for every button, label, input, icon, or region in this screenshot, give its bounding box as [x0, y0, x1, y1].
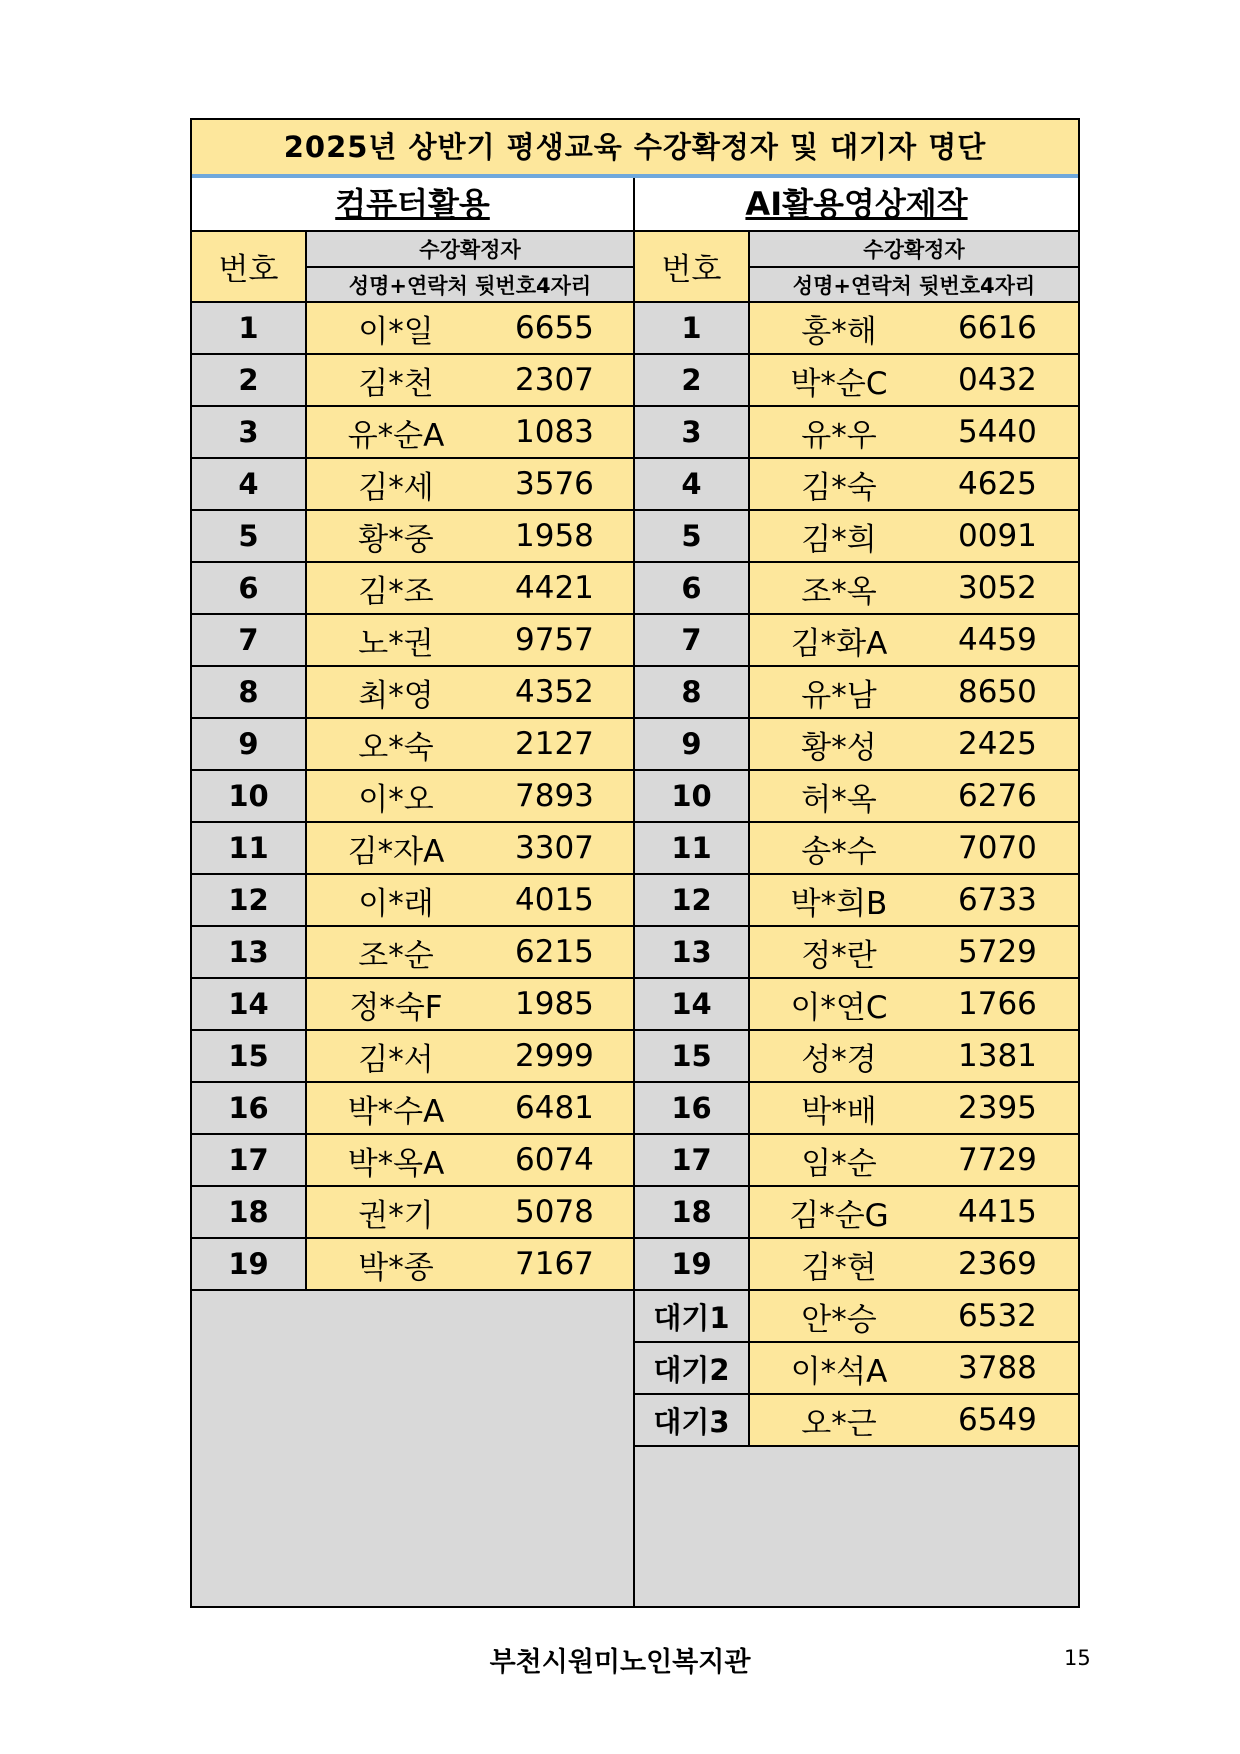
phone-last4: 0432 [958, 362, 1037, 398]
phone-last4: 2127 [515, 726, 594, 762]
row-entry [749, 1238, 1078, 1290]
table-row [192, 718, 633, 770]
row-entry [306, 354, 633, 406]
row-entry [306, 302, 633, 354]
row-number: 4 [192, 458, 306, 510]
table-row [192, 874, 633, 926]
phone-last4: 1985 [515, 986, 594, 1022]
header-subtitle: 성명+연락처 뒷번호4자리 [306, 267, 633, 302]
row-entry [306, 406, 633, 458]
table-row [192, 614, 633, 666]
student-name: 황*성 [801, 729, 877, 766]
row-entry [306, 874, 633, 926]
row-entry [749, 822, 1078, 874]
row-entry [749, 926, 1078, 978]
row-entry [749, 458, 1078, 510]
row-number: 12 [192, 874, 306, 926]
row-entry [749, 614, 1078, 666]
phone-last4: 6655 [515, 310, 594, 346]
table-row [192, 510, 633, 562]
organization-name: 부천시원미노인복지관 [489, 1647, 751, 1678]
table-row [192, 1134, 633, 1186]
student-name: 임*순 [801, 1145, 877, 1182]
roster-table [635, 232, 1078, 1606]
phone-last4: 4625 [958, 466, 1037, 502]
table-row [635, 1238, 1078, 1290]
student-name: 유*우 [801, 417, 877, 454]
table-row [192, 354, 633, 406]
document-title: 2025년 상반기 평생교육 수강확정자 및 대기자 명단 [192, 120, 1078, 178]
row-entry [749, 770, 1078, 822]
table-row [192, 562, 633, 614]
empty-area [635, 1446, 1078, 1606]
row-number: 18 [192, 1186, 306, 1238]
student-name: 김*세 [358, 469, 434, 506]
student-name: 오*근 [801, 1405, 877, 1442]
roster-sheet [190, 118, 1080, 1608]
student-name: 조*옥 [801, 573, 877, 610]
phone-last4: 6215 [515, 934, 594, 970]
row-entry [306, 1238, 633, 1290]
phone-last4: 5440 [958, 414, 1037, 450]
student-name: 김*화A [790, 625, 888, 662]
row-entry [749, 302, 1078, 354]
table-row [635, 1394, 1078, 1446]
student-name: 이*일 [358, 313, 434, 350]
phone-last4: 2999 [515, 1038, 594, 1074]
header-number: 번호 [192, 232, 306, 302]
phone-last4: 5078 [515, 1194, 594, 1230]
row-number: 16 [635, 1082, 749, 1134]
student-name: 김*천 [358, 365, 434, 402]
phone-last4: 9757 [515, 622, 594, 658]
student-name: 박*수A [347, 1093, 445, 1130]
row-number: 13 [192, 926, 306, 978]
student-name: 정*란 [801, 937, 877, 974]
page-number: 15 [1064, 1646, 1091, 1670]
phone-last4: 4459 [958, 622, 1037, 658]
student-name: 오*숙 [358, 729, 434, 766]
phone-last4: 4015 [515, 882, 594, 918]
row-number: 17 [635, 1134, 749, 1186]
phone-last4: 7167 [515, 1246, 594, 1282]
row-number: 2 [635, 354, 749, 406]
roster-table [192, 232, 633, 1606]
student-name: 허*옥 [801, 781, 877, 818]
phone-last4: 5729 [958, 934, 1037, 970]
row-number: 17 [192, 1134, 306, 1186]
student-name: 김*자A [347, 833, 445, 870]
row-number: 6 [192, 562, 306, 614]
row-number: 1 [635, 302, 749, 354]
student-name: 박*희B [790, 885, 888, 922]
table-row [192, 1082, 633, 1134]
row-entry [306, 978, 633, 1030]
student-name: 이*오 [358, 781, 434, 818]
student-name: 유*남 [801, 677, 877, 714]
row-number: 대기1 [635, 1290, 749, 1342]
row-entry [749, 978, 1078, 1030]
row-entry [306, 614, 633, 666]
row-entry [306, 718, 633, 770]
table-row [192, 1238, 633, 1290]
student-name: 성*경 [801, 1041, 877, 1078]
student-name: 이*래 [358, 885, 434, 922]
row-number: 대기2 [635, 1342, 749, 1394]
student-name: 김*조 [358, 573, 434, 610]
student-name: 박*종 [358, 1249, 434, 1286]
student-name: 김*숙 [801, 469, 877, 506]
table-row [635, 1342, 1078, 1394]
empty-area [192, 1290, 633, 1606]
table-row [192, 666, 633, 718]
table-row [635, 1030, 1078, 1082]
phone-last4: 1083 [515, 414, 594, 450]
row-number: 3 [635, 406, 749, 458]
row-number: 19 [192, 1238, 306, 1290]
row-entry [749, 718, 1078, 770]
row-entry [306, 1186, 633, 1238]
header-confirmed: 수강확정자 [749, 232, 1078, 267]
row-number: 13 [635, 926, 749, 978]
table-row [192, 770, 633, 822]
row-entry [749, 1186, 1078, 1238]
header-confirmed: 수강확정자 [306, 232, 633, 267]
student-name: 최*영 [358, 677, 434, 714]
row-number: 1 [192, 302, 306, 354]
row-entry [306, 666, 633, 718]
row-number: 4 [635, 458, 749, 510]
phone-last4: 6074 [515, 1142, 594, 1178]
row-number: 8 [635, 666, 749, 718]
phone-last4: 6276 [958, 778, 1037, 814]
student-name: 박*순C [790, 365, 888, 402]
phone-last4: 0091 [958, 518, 1037, 554]
row-number: 9 [192, 718, 306, 770]
row-entry [749, 510, 1078, 562]
row-entry [749, 1134, 1078, 1186]
phone-last4: 7070 [958, 830, 1037, 866]
table-row [635, 718, 1078, 770]
row-number: 19 [635, 1238, 749, 1290]
course-title: AI활용영상제작 [635, 178, 1078, 232]
phone-last4: 1958 [515, 518, 594, 554]
row-number: 15 [635, 1030, 749, 1082]
phone-last4: 6616 [958, 310, 1037, 346]
student-name: 홍*해 [801, 313, 877, 350]
table-row [192, 926, 633, 978]
row-number: 2 [192, 354, 306, 406]
table-row [635, 770, 1078, 822]
row-number: 8 [192, 666, 306, 718]
phone-last4: 8650 [958, 674, 1037, 710]
phone-last4: 3788 [958, 1350, 1037, 1386]
student-name: 유*순A [347, 417, 445, 454]
row-entry [749, 666, 1078, 718]
row-number: 16 [192, 1082, 306, 1134]
empty-area-row [635, 1446, 1078, 1606]
row-number: 9 [635, 718, 749, 770]
row-entry [306, 510, 633, 562]
table-row [192, 1186, 633, 1238]
phone-last4: 6733 [958, 882, 1037, 918]
row-number: 14 [635, 978, 749, 1030]
header-subtitle: 성명+연락처 뒷번호4자리 [749, 267, 1078, 302]
row-number: 5 [635, 510, 749, 562]
course-column-computer [192, 178, 635, 1606]
table-row [192, 1030, 633, 1082]
table-row [192, 822, 633, 874]
row-entry [306, 926, 633, 978]
table-row [192, 458, 633, 510]
row-entry [749, 1082, 1078, 1134]
phone-last4: 4352 [515, 674, 594, 710]
table-row [635, 510, 1078, 562]
row-entry [306, 562, 633, 614]
student-name: 박*옥A [347, 1145, 445, 1182]
student-name: 김*희 [801, 521, 877, 558]
student-name: 이*석A [790, 1353, 888, 1390]
header-number: 번호 [635, 232, 749, 302]
table-row [192, 978, 633, 1030]
table-row [192, 406, 633, 458]
row-entry [306, 822, 633, 874]
phone-last4: 4415 [958, 1194, 1037, 1230]
row-entry [749, 562, 1078, 614]
table-row [635, 562, 1078, 614]
table-row [635, 302, 1078, 354]
course-column-ai-video [635, 178, 1078, 1606]
row-entry [749, 1290, 1078, 1342]
row-entry [306, 770, 633, 822]
row-number: 7 [635, 614, 749, 666]
phone-last4: 7893 [515, 778, 594, 814]
row-number: 11 [635, 822, 749, 874]
table-row [635, 874, 1078, 926]
table-row [635, 406, 1078, 458]
row-entry [749, 406, 1078, 458]
student-name: 정*숙F [349, 989, 443, 1026]
course-columns [192, 178, 1078, 1606]
student-name: 권*기 [358, 1197, 434, 1234]
row-entry [306, 1082, 633, 1134]
phone-last4: 6532 [958, 1298, 1037, 1334]
row-entry [749, 874, 1078, 926]
row-entry [306, 1134, 633, 1186]
row-entry [749, 1394, 1078, 1446]
phone-last4: 3052 [958, 570, 1037, 606]
student-name: 김*순G [789, 1197, 889, 1234]
table-row [635, 1082, 1078, 1134]
row-number: 5 [192, 510, 306, 562]
student-name: 안*승 [801, 1301, 877, 1338]
phone-last4: 1766 [958, 986, 1037, 1022]
table-row [635, 978, 1078, 1030]
table-row [635, 458, 1078, 510]
row-number: 10 [192, 770, 306, 822]
student-name: 황*중 [358, 521, 434, 558]
table-row [635, 614, 1078, 666]
empty-area-row [192, 1290, 633, 1606]
row-number: 3 [192, 406, 306, 458]
row-number: 18 [635, 1186, 749, 1238]
phone-last4: 4421 [515, 570, 594, 606]
row-number: 14 [192, 978, 306, 1030]
phone-last4: 6549 [958, 1402, 1037, 1438]
row-entry [749, 354, 1078, 406]
row-number: 10 [635, 770, 749, 822]
phone-last4: 3307 [515, 830, 594, 866]
phone-last4: 3576 [515, 466, 594, 502]
table-row [635, 1134, 1078, 1186]
row-number: 11 [192, 822, 306, 874]
row-number: 15 [192, 1030, 306, 1082]
student-name: 이*연C [790, 989, 888, 1026]
row-entry [749, 1342, 1078, 1394]
phone-last4: 2425 [958, 726, 1037, 762]
row-number: 대기3 [635, 1394, 749, 1446]
table-row [635, 822, 1078, 874]
student-name: 조*순 [358, 937, 434, 974]
phone-last4: 1381 [958, 1038, 1037, 1074]
table-row [192, 302, 633, 354]
row-number: 6 [635, 562, 749, 614]
table-row [635, 1186, 1078, 1238]
phone-last4: 2307 [515, 362, 594, 398]
student-name: 김*현 [801, 1249, 877, 1286]
phone-last4: 2395 [958, 1090, 1037, 1126]
course-title: 컴퓨터활용 [192, 178, 633, 232]
row-entry [749, 1030, 1078, 1082]
phone-last4: 7729 [958, 1142, 1037, 1178]
table-row [635, 666, 1078, 718]
table-row [635, 1290, 1078, 1342]
phone-last4: 6481 [515, 1090, 594, 1126]
phone-last4: 2369 [958, 1246, 1037, 1282]
row-entry [306, 1030, 633, 1082]
table-row [635, 926, 1078, 978]
student-name: 노*권 [358, 625, 434, 662]
student-name: 박*배 [801, 1093, 877, 1130]
table-row [635, 354, 1078, 406]
row-number: 12 [635, 874, 749, 926]
row-number: 7 [192, 614, 306, 666]
row-entry [306, 458, 633, 510]
student-name: 김*서 [358, 1041, 434, 1078]
student-name: 송*수 [801, 833, 877, 870]
